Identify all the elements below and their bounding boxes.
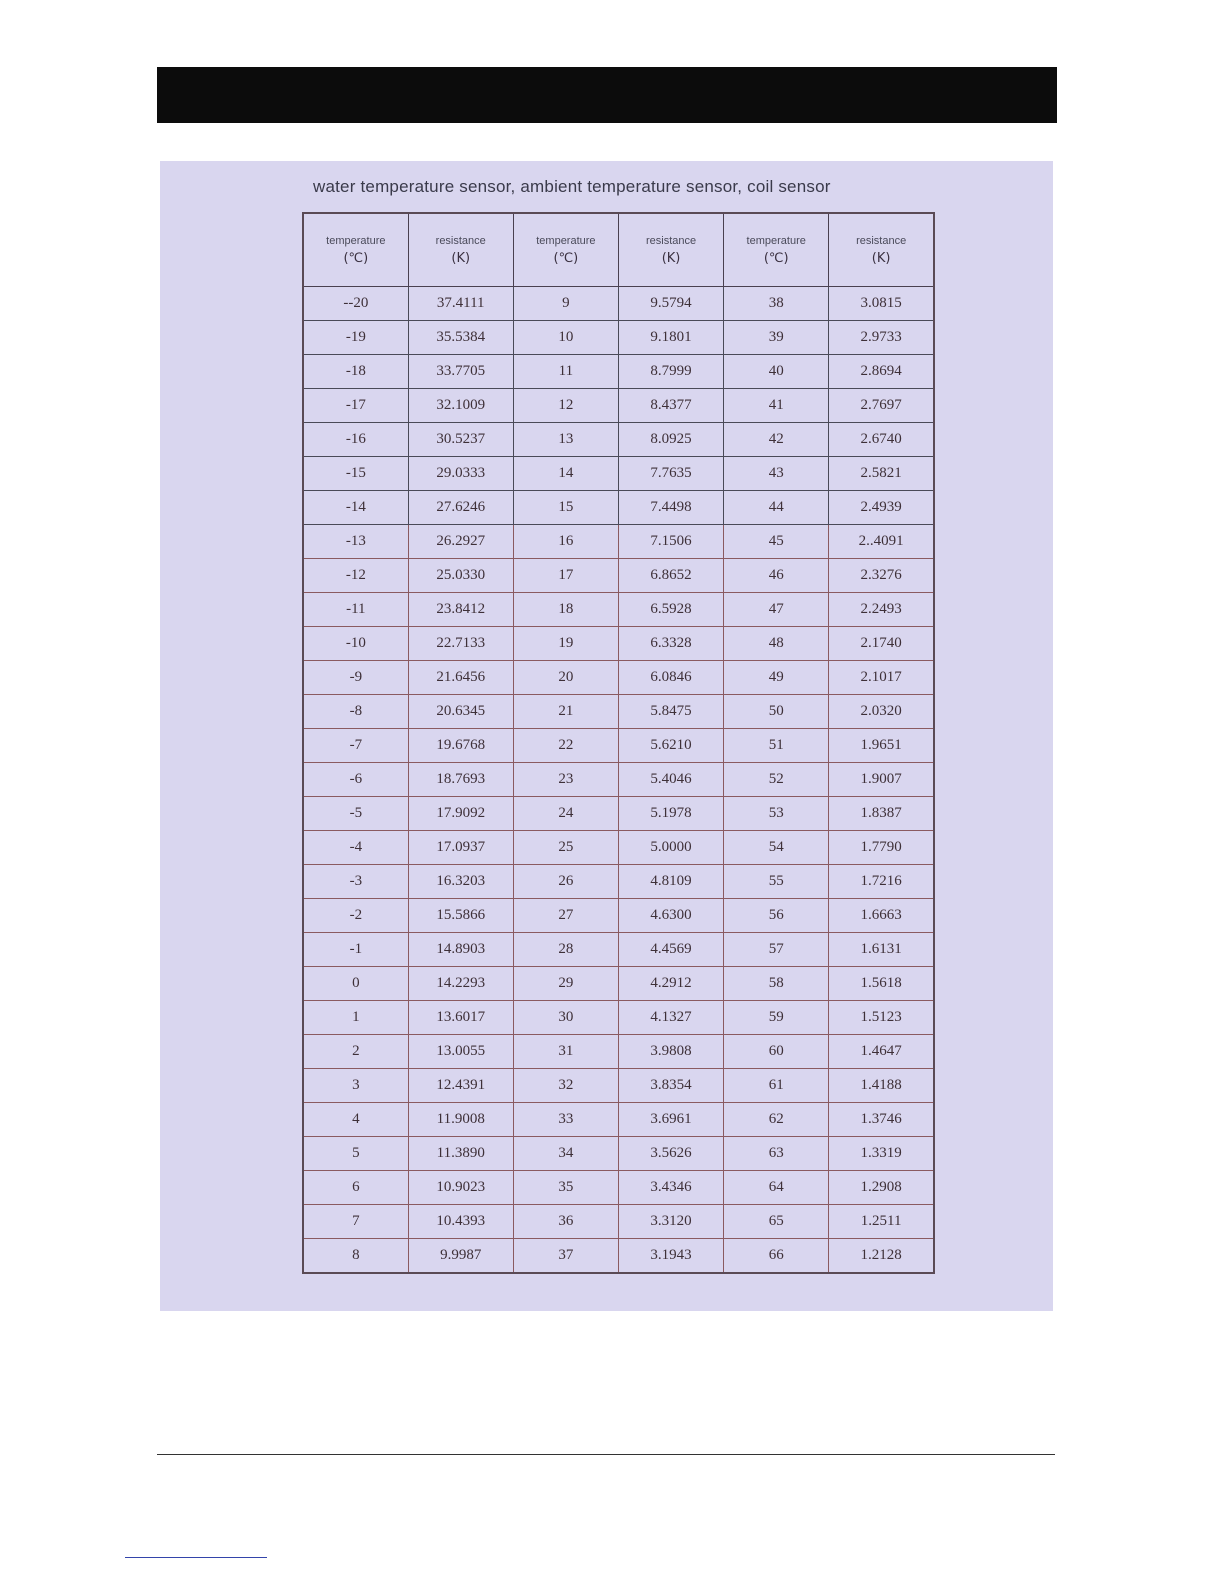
temperature-cell: 15 — [513, 491, 618, 525]
resistance-cell: 3.3120 — [618, 1205, 723, 1239]
table-row — [303, 899, 934, 933]
column-header-unit: (℃) — [343, 250, 369, 266]
table-row — [303, 1205, 934, 1239]
temperature-cell: 24 — [513, 797, 618, 831]
temperature-cell: 19 — [513, 627, 618, 661]
resistance-cell: 1.3746 — [829, 1103, 934, 1137]
temperature-cell: 48 — [724, 627, 829, 661]
temperature-cell: 22 — [513, 729, 618, 763]
temperature-cell: 38 — [724, 287, 829, 321]
temperature-cell: 5 — [303, 1137, 408, 1171]
column-header — [303, 213, 408, 287]
resistance-cell: 1.4188 — [829, 1069, 934, 1103]
resistance-cell: 1.4647 — [829, 1035, 934, 1069]
temperature-cell: 57 — [724, 933, 829, 967]
resistance-cell: 13.0055 — [408, 1035, 513, 1069]
column-header — [618, 213, 723, 287]
table-body — [303, 287, 934, 1274]
table-row — [303, 457, 934, 491]
temperature-cell: 18 — [513, 593, 618, 627]
resistance-cell: 2.8694 — [829, 355, 934, 389]
resistance-cell: 17.0937 — [408, 831, 513, 865]
temperature-cell: -14 — [303, 491, 408, 525]
temperature-cell: -1 — [303, 933, 408, 967]
resistance-cell: 14.2293 — [408, 967, 513, 1001]
temperature-cell: 63 — [724, 1137, 829, 1171]
table-row — [303, 1069, 934, 1103]
table-row — [303, 1239, 934, 1274]
temperature-cell: 59 — [724, 1001, 829, 1035]
resistance-cell: 1.7216 — [829, 865, 934, 899]
temperature-cell: -7 — [303, 729, 408, 763]
resistance-cell: 4.4569 — [618, 933, 723, 967]
resistance-cell: 2.0320 — [829, 695, 934, 729]
table-row — [303, 933, 934, 967]
temperature-cell: 65 — [724, 1205, 829, 1239]
temperature-cell: -10 — [303, 627, 408, 661]
resistance-cell: 6.3328 — [618, 627, 723, 661]
column-header — [513, 213, 618, 287]
temperature-cell: 29 — [513, 967, 618, 1001]
resistance-cell: 37.4111 — [408, 287, 513, 321]
resistance-cell: 2.2493 — [829, 593, 934, 627]
temperature-cell: -16 — [303, 423, 408, 457]
header-bar — [157, 67, 1057, 123]
resistance-cell: 20.6345 — [408, 695, 513, 729]
table-row — [303, 1035, 934, 1069]
resistance-cell: 3.0815 — [829, 287, 934, 321]
column-header — [724, 213, 829, 287]
temperature-cell: -11 — [303, 593, 408, 627]
temperature-cell: 47 — [724, 593, 829, 627]
table-row — [303, 831, 934, 865]
resistance-cell: 22.7133 — [408, 627, 513, 661]
column-header-label: resistance — [645, 234, 697, 247]
resistance-cell: 4.6300 — [618, 899, 723, 933]
table-row — [303, 423, 934, 457]
temperature-cell: 49 — [724, 661, 829, 695]
table-row — [303, 1137, 934, 1171]
temperature-cell: 12 — [513, 389, 618, 423]
resistance-cell: 1.9007 — [829, 763, 934, 797]
temperature-cell: 23 — [513, 763, 618, 797]
resistance-cell: 7.1506 — [618, 525, 723, 559]
resistance-cell: 5.4046 — [618, 763, 723, 797]
temperature-cell: 14 — [513, 457, 618, 491]
temperature-cell: 30 — [513, 1001, 618, 1035]
temperature-cell: 28 — [513, 933, 618, 967]
temperature-cell: --20 — [303, 287, 408, 321]
resistance-cell: 2.9733 — [829, 321, 934, 355]
resistance-cell: 19.6768 — [408, 729, 513, 763]
table-row — [303, 491, 934, 525]
resistance-cell: 3.1943 — [618, 1239, 723, 1274]
temperature-cell: -19 — [303, 321, 408, 355]
resistance-cell: 3.5626 — [618, 1137, 723, 1171]
resistance-cell: 4.1327 — [618, 1001, 723, 1035]
temperature-cell: 32 — [513, 1069, 618, 1103]
resistance-cell: 5.1978 — [618, 797, 723, 831]
temperature-cell: 4 — [303, 1103, 408, 1137]
temperature-cell: 55 — [724, 865, 829, 899]
resistance-cell: 9.9987 — [408, 1239, 513, 1274]
resistance-cell: 11.3890 — [408, 1137, 513, 1171]
temperature-cell: 21 — [513, 695, 618, 729]
resistance-cell: 23.8412 — [408, 593, 513, 627]
table-row — [303, 729, 934, 763]
table-row — [303, 661, 934, 695]
table-row — [303, 1001, 934, 1035]
resistance-cell: 2.1017 — [829, 661, 934, 695]
temperature-cell: 2 — [303, 1035, 408, 1069]
temperature-cell: 33 — [513, 1103, 618, 1137]
footnote-rule — [125, 1557, 267, 1558]
column-header-unit: (℃) — [553, 250, 579, 266]
resistance-cell: 27.6246 — [408, 491, 513, 525]
resistance-cell: 3.4346 — [618, 1171, 723, 1205]
table-row — [303, 321, 934, 355]
temperature-cell: 31 — [513, 1035, 618, 1069]
resistance-cell: 6.0846 — [618, 661, 723, 695]
table-row — [303, 865, 934, 899]
column-header — [829, 213, 934, 287]
temperature-cell: 35 — [513, 1171, 618, 1205]
temperature-cell: 11 — [513, 355, 618, 389]
resistance-cell: 26.2927 — [408, 525, 513, 559]
temperature-cell: 43 — [724, 457, 829, 491]
resistance-cell: 5.0000 — [618, 831, 723, 865]
temperature-cell: -6 — [303, 763, 408, 797]
resistance-cell: 2..4091 — [829, 525, 934, 559]
resistance-cell: 2.1740 — [829, 627, 934, 661]
temperature-cell: 17 — [513, 559, 618, 593]
resistance-cell: 7.7635 — [618, 457, 723, 491]
resistance-cell: 25.0330 — [408, 559, 513, 593]
temperature-cell: 7 — [303, 1205, 408, 1239]
resistance-cell: 10.9023 — [408, 1171, 513, 1205]
temperature-cell: -12 — [303, 559, 408, 593]
temperature-cell: 52 — [724, 763, 829, 797]
resistance-cell: 33.7705 — [408, 355, 513, 389]
temperature-cell: 60 — [724, 1035, 829, 1069]
temperature-cell: 13 — [513, 423, 618, 457]
resistance-cell: 9.5794 — [618, 287, 723, 321]
temperature-cell: 36 — [513, 1205, 618, 1239]
column-header-label: temperature — [536, 234, 596, 247]
temperature-cell: 37 — [513, 1239, 618, 1274]
resistance-cell: 21.6456 — [408, 661, 513, 695]
resistance-cell: 1.7790 — [829, 831, 934, 865]
resistance-cell: 6.5928 — [618, 593, 723, 627]
temperature-cell: -2 — [303, 899, 408, 933]
temperature-cell: -5 — [303, 797, 408, 831]
column-header-label: temperature — [326, 234, 386, 247]
footer-rule — [157, 1454, 1055, 1455]
resistance-cell: 1.2511 — [829, 1205, 934, 1239]
resistance-cell: 8.7999 — [618, 355, 723, 389]
resistance-cell: 17.9092 — [408, 797, 513, 831]
temperature-cell: 8 — [303, 1239, 408, 1274]
table-row — [303, 763, 934, 797]
resistance-cell: 8.0925 — [618, 423, 723, 457]
temperature-cell: 64 — [724, 1171, 829, 1205]
resistance-cell: 8.4377 — [618, 389, 723, 423]
temperature-cell: -8 — [303, 695, 408, 729]
table-row — [303, 1171, 934, 1205]
column-header-unit: (K) — [871, 250, 891, 266]
resistance-cell: 9.1801 — [618, 321, 723, 355]
temperature-cell: 9 — [513, 287, 618, 321]
resistance-cell: 2.4939 — [829, 491, 934, 525]
temperature-cell: 0 — [303, 967, 408, 1001]
resistance-cell: 18.7693 — [408, 763, 513, 797]
temperature-cell: -9 — [303, 661, 408, 695]
resistance-cell: 32.1009 — [408, 389, 513, 423]
table-row — [303, 967, 934, 1001]
resistance-cell: 35.5384 — [408, 321, 513, 355]
temperature-cell: 20 — [513, 661, 618, 695]
resistance-cell: 4.2912 — [618, 967, 723, 1001]
temperature-cell: -18 — [303, 355, 408, 389]
resistance-cell: 3.8354 — [618, 1069, 723, 1103]
resistance-cell: 2.5821 — [829, 457, 934, 491]
resistance-cell: 4.8109 — [618, 865, 723, 899]
scanned-table-image — [160, 161, 1053, 1311]
temperature-cell: 6 — [303, 1171, 408, 1205]
resistance-cell: 1.6663 — [829, 899, 934, 933]
table-row — [303, 355, 934, 389]
temperature-cell: -15 — [303, 457, 408, 491]
resistance-cell: 3.9808 — [618, 1035, 723, 1069]
temperature-cell: 45 — [724, 525, 829, 559]
temperature-cell: 10 — [513, 321, 618, 355]
temperature-cell: 44 — [724, 491, 829, 525]
table-row — [303, 695, 934, 729]
resistance-cell: 1.6131 — [829, 933, 934, 967]
table-row — [303, 525, 934, 559]
sensor-resistance-table — [302, 212, 935, 1274]
table-container — [302, 212, 935, 1274]
resistance-cell: 16.3203 — [408, 865, 513, 899]
temperature-cell: 26 — [513, 865, 618, 899]
resistance-cell: 2.6740 — [829, 423, 934, 457]
column-header-unit: (K) — [451, 250, 471, 266]
table-header-row — [303, 213, 934, 287]
resistance-cell: 1.3319 — [829, 1137, 934, 1171]
table-row — [303, 1103, 934, 1137]
temperature-cell: 62 — [724, 1103, 829, 1137]
column-header-unit: (K) — [661, 250, 681, 266]
column-header-unit: (℃) — [763, 250, 789, 266]
temperature-cell: -17 — [303, 389, 408, 423]
temperature-cell: 53 — [724, 797, 829, 831]
table-row — [303, 287, 934, 321]
table-row — [303, 559, 934, 593]
temperature-cell: -3 — [303, 865, 408, 899]
temperature-cell: 16 — [513, 525, 618, 559]
temperature-cell: 51 — [724, 729, 829, 763]
resistance-cell: 10.4393 — [408, 1205, 513, 1239]
temperature-cell: 61 — [724, 1069, 829, 1103]
resistance-cell: 29.0333 — [408, 457, 513, 491]
resistance-cell: 2.3276 — [829, 559, 934, 593]
resistance-cell: 1.2908 — [829, 1171, 934, 1205]
resistance-cell: 11.9008 — [408, 1103, 513, 1137]
temperature-cell: 39 — [724, 321, 829, 355]
resistance-cell: 13.6017 — [408, 1001, 513, 1035]
table-row — [303, 627, 934, 661]
resistance-cell: 14.8903 — [408, 933, 513, 967]
table-row — [303, 797, 934, 831]
resistance-cell: 1.2128 — [829, 1239, 934, 1274]
column-header-label: resistance — [856, 234, 907, 247]
temperature-cell: 25 — [513, 831, 618, 865]
resistance-cell: 3.6961 — [618, 1103, 723, 1137]
resistance-cell: 1.8387 — [829, 797, 934, 831]
temperature-cell: 56 — [724, 899, 829, 933]
resistance-cell: 2.7697 — [829, 389, 934, 423]
resistance-cell: 30.5237 — [408, 423, 513, 457]
column-header — [408, 213, 513, 287]
temperature-cell: 42 — [724, 423, 829, 457]
table-row — [303, 593, 934, 627]
temperature-cell: -4 — [303, 831, 408, 865]
temperature-cell: 58 — [724, 967, 829, 1001]
resistance-cell: 12.4391 — [408, 1069, 513, 1103]
temperature-cell: 3 — [303, 1069, 408, 1103]
resistance-cell: 5.8475 — [618, 695, 723, 729]
temperature-cell: -13 — [303, 525, 408, 559]
temperature-cell: 54 — [724, 831, 829, 865]
column-header-label: resistance — [435, 234, 486, 247]
resistance-cell: 1.5618 — [829, 967, 934, 1001]
temperature-cell: 1 — [303, 1001, 408, 1035]
resistance-cell: 5.6210 — [618, 729, 723, 763]
temperature-cell: 27 — [513, 899, 618, 933]
table-title: water temperature sensor, ambient temperature sensor, coil sensor — [313, 177, 831, 196]
resistance-cell: 1.5123 — [829, 1001, 934, 1035]
temperature-cell: 41 — [724, 389, 829, 423]
resistance-cell: 7.4498 — [618, 491, 723, 525]
temperature-cell: 46 — [724, 559, 829, 593]
resistance-cell: 1.9651 — [829, 729, 934, 763]
table-row — [303, 389, 934, 423]
temperature-cell: 40 — [724, 355, 829, 389]
temperature-cell: 34 — [513, 1137, 618, 1171]
resistance-cell: 15.5866 — [408, 899, 513, 933]
temperature-cell: 66 — [724, 1239, 829, 1274]
resistance-cell: 6.8652 — [618, 559, 723, 593]
temperature-cell: 50 — [724, 695, 829, 729]
column-header-label: temperature — [746, 234, 806, 247]
